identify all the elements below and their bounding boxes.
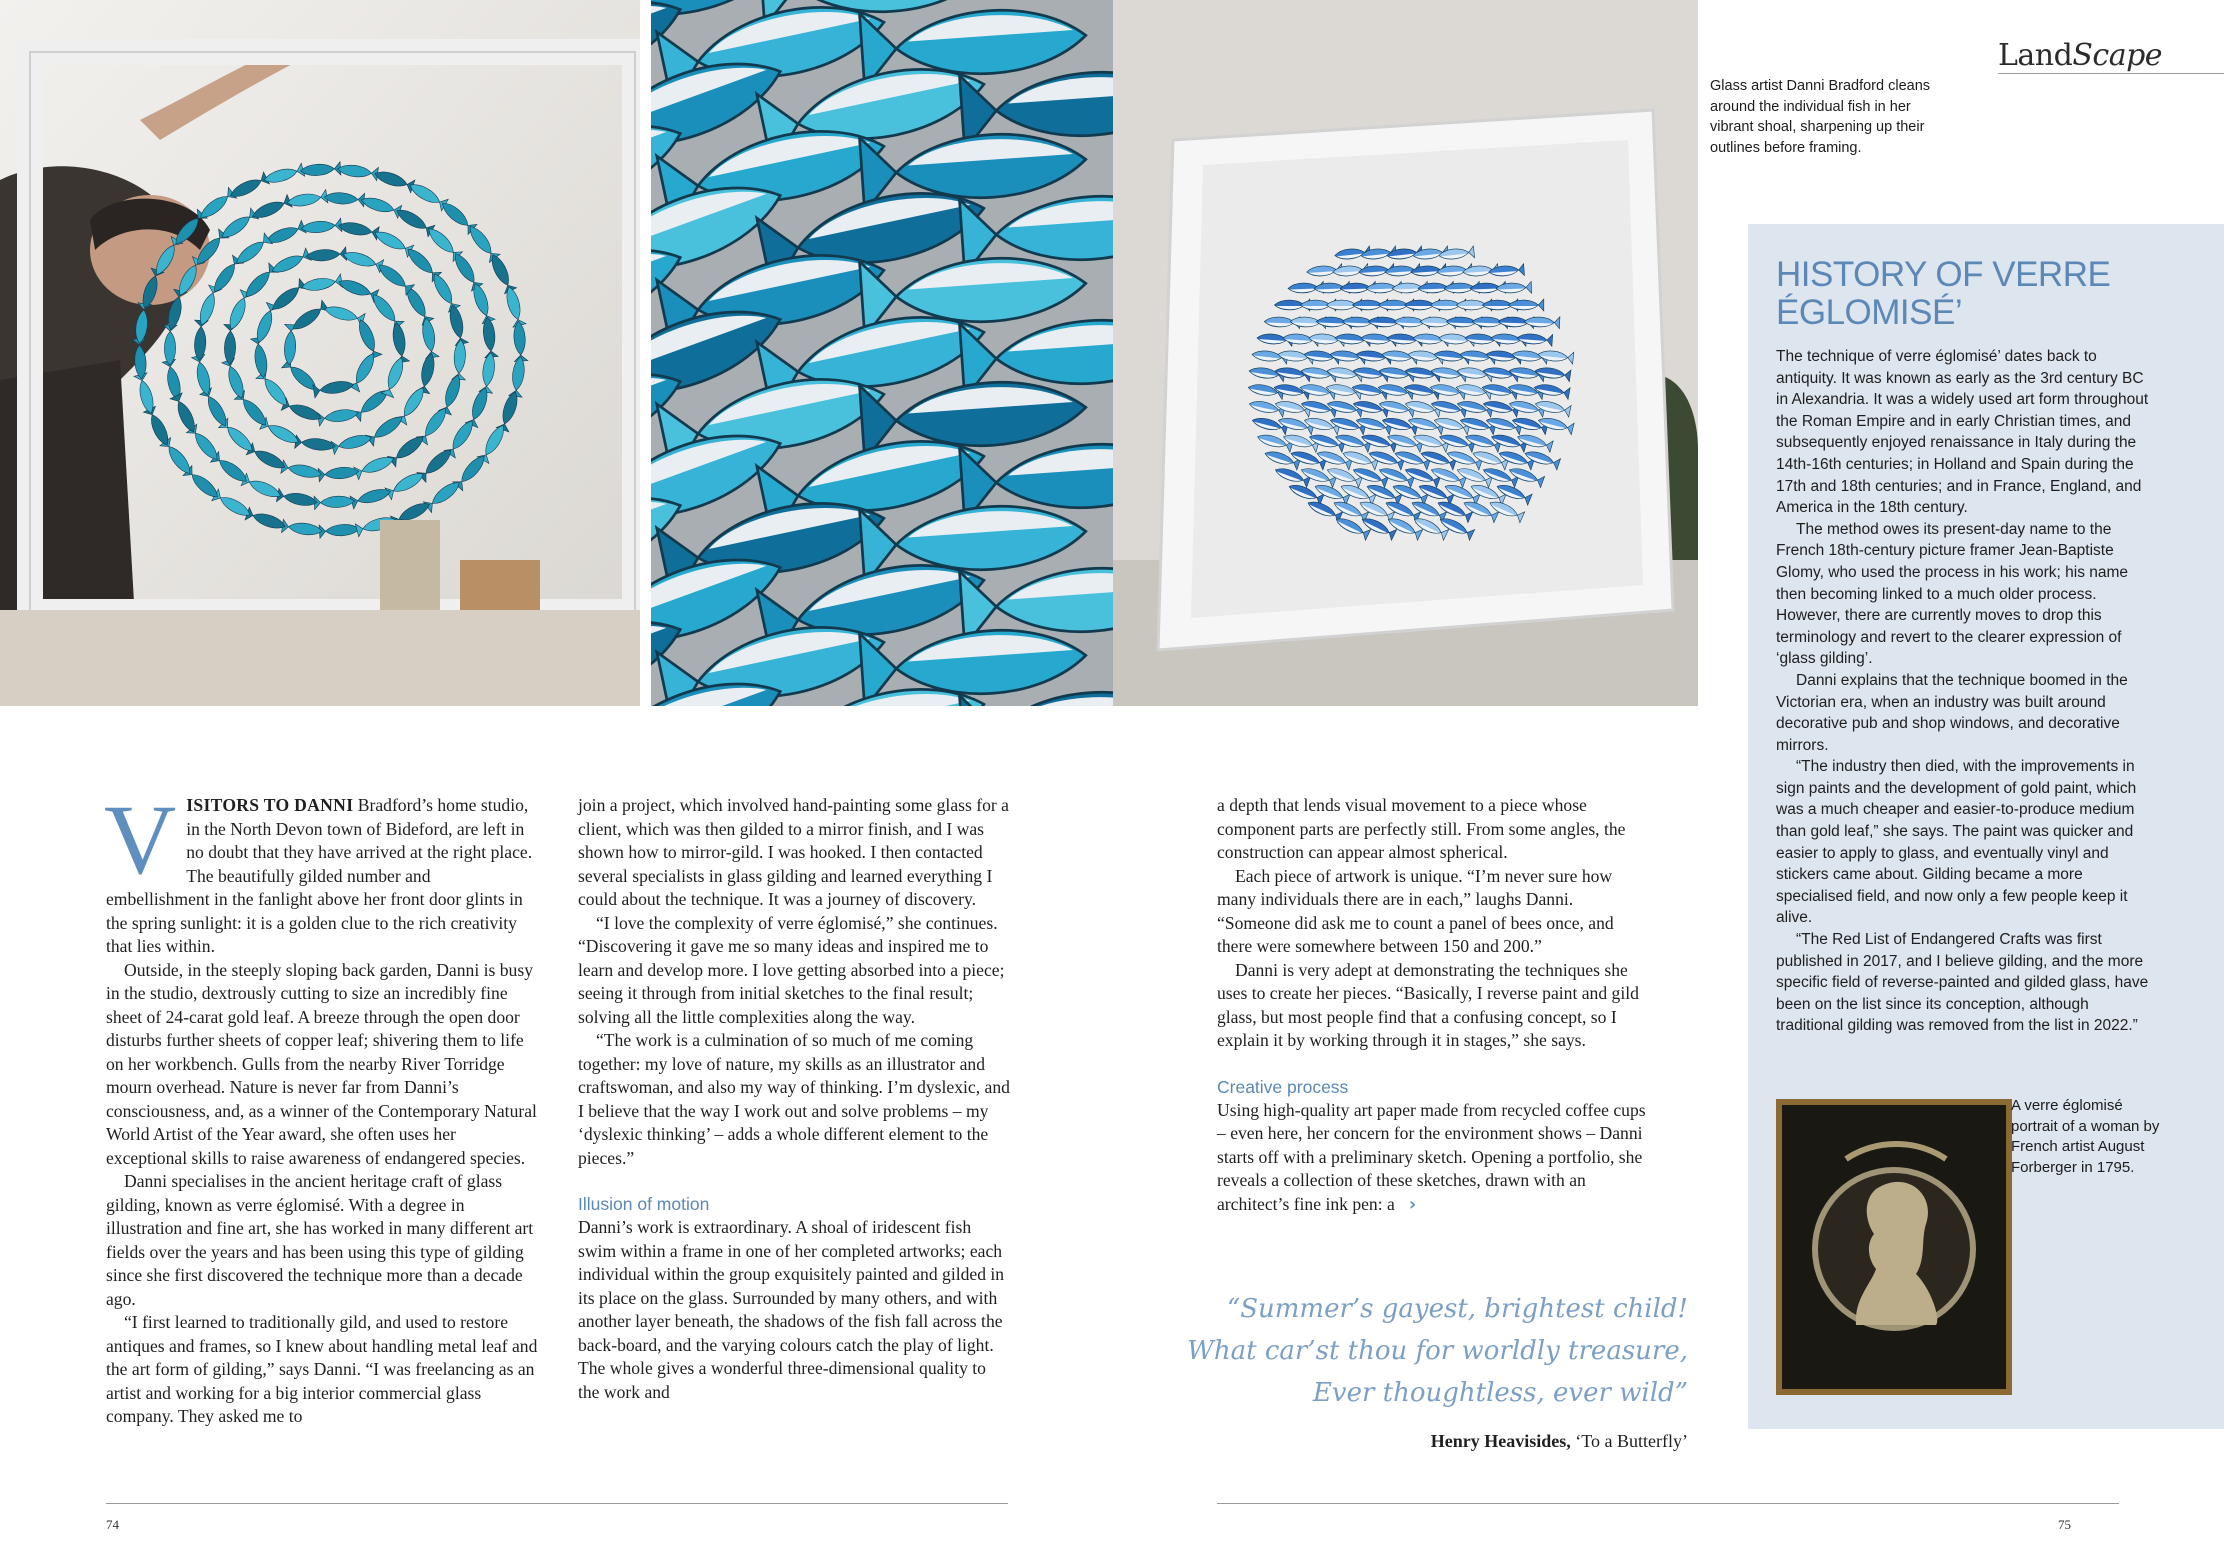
- sidebar-title: HISTORY OF VERRE ÉGLOMISÉ’: [1776, 255, 2111, 332]
- article-column-3: [1217, 794, 1649, 1217]
- body-paragraph: a depth that lends visual movement to a piece whose component parts are perfectly still. From some angles, the construction can appear almost spherical.: [1217, 795, 1626, 862]
- body-paragraph: “The work is a culmination of so much of me coming together: my love of nature, my skills as an illustrator and craftswoman, and also my way of thinking. I’m dyslexic, and I believe that the way I work out and solve problems – my ‘dyslexic thinking’ – adds a whole different element to the pieces.”: [578, 1030, 1010, 1168]
- page-number-left: 74: [106, 1517, 119, 1532]
- body-paragraph: Danni is very adept at demonstrating the techniques she uses to create her pieces. “Basically, I reverse paint and gild glass, but most people find that a confusing concept, so I explain it by working through it in stages,” she says.: [1217, 959, 1639, 1050]
- drop-cap: V: [104, 784, 177, 895]
- quote-credit: [1260, 1431, 1688, 1452]
- subhead-illusion: Illusion of motion: [578, 1194, 710, 1214]
- body-paragraph: Outside, in the steeply sloping back garden, Danni is busy in the studio, dextrously cutting to size an incredibly fine sheet of 24-carat gold leaf. A breeze through the open door disturbs further sheets of copper leaf; shivering them to life on her workbench. Gulls from the nearby River Torridge mourn overhead. Nature is never far from Danni’s consciousness, and, as a winner of the Contemporary Natural World Artist of the Year award, she often uses her exceptional skills to raise awareness of endangered species.: [106, 959, 537, 1168]
- photo-caption: Glass artist Danni Bradford cleans around the individual fish in her vibrant shoal, sharpening up their outlines before framing.: [1710, 78, 1931, 156]
- body-text: Using high-quality art paper made from recycled coffee cups – even here, her concern for the environment shows – Danni starts off with a preliminary sketch. Opening a portfolio, she reveals a collection of these sketches, drawn with an architect’s fine ink pen: a: [1217, 1099, 1646, 1214]
- sidebar-paragraph: The technique of verre églomisé’ dates back to antiquity. It was known as early as the 3rd century BC in Alexandria. It was a widely used art form throughout the Roman Empire and in early Christian times, and subsequently enjoyed renaissance in Italy during the 14th-16th centuries; in Holland and Spain during the 17th and 18th centuries; and in France, England, and America in the 18th century.: [1776, 348, 2149, 517]
- pull-quote-line: What car’st thou for worldly treasure,: [1187, 1336, 1688, 1366]
- lead-text: Bradford’s home studio, in the North Devon town of Bideford, are left in no doubt that they have arrived at the right place. The beautifully gilded number and embellishment in the fanlight above her front door glints in the spring sunlight: it is a golden clue to the rich creativity that lies within.: [106, 795, 533, 956]
- article-column-2: [578, 794, 1010, 1404]
- portrait-photo: [1776, 1099, 2012, 1395]
- framed-photo: [1113, 0, 1698, 706]
- body-paragraph: [1217, 1099, 1649, 1218]
- body-paragraph: Danni specialises in the ancient heritage craft of glass gilding, known as verre églomisé. With a degree in illustration and fine art, she has worked in many different art fields over the years and has been using this type of gilding since she first discovered the technique more than a decade ago.: [106, 1171, 534, 1309]
- footer-rule-right: [1217, 1503, 2119, 1504]
- lead-caps: ISITORS TO DANNI: [186, 795, 354, 815]
- sidebar-body: [1776, 346, 2154, 1037]
- sidebar-paragraph: The method owes its present-day name to the French 18th-century picture framer Jean-Baptiste Glomy, who used the process in his work; his name then becoming linked to a much older process. However, there are currently moves to drop this terminology and revert to the clearer expression of ‘glass gilding’.: [1776, 520, 2129, 668]
- portrait-caption: A verre églomisé portrait of a woman by French artist August Forberger in 1795.: [2011, 1097, 2160, 1176]
- sidebar-paragraph: Danni explains that the technique boomed in the Victorian era, when an industry was built around decorative pub and shop windows, and decorative mirrors.: [1776, 671, 2128, 754]
- masthead-rule: [1998, 73, 2224, 74]
- sidebar-paragraph: “The Red List of Endangered Crafts was first published in 2017, and I believe gilding, and the more specific field of reverse-painted and gilded glass, have been on the list since its conception, although traditional gilding was removed from the list in 2022.”: [1776, 931, 2149, 1035]
- pull-quote: [1160, 1288, 1688, 1414]
- body-paragraph: Each piece of artwork is unique. “I’m never sure how many individuals there are in each,” laughs Danni. “Someone did ask me to count a panel of bees once, and there were somewhere between 150 and 200.”: [1217, 865, 1614, 956]
- closeup-photo: [651, 0, 1113, 706]
- studio-photo: [0, 0, 640, 706]
- body-paragraph: “I first learned to traditionally gild, and used to restore antiques and frames, so I knew about handling metal leaf and the art form of gilding,” says Danni. “I was freelancing as an artist and working for a big interior commercial glass company. They asked me to: [106, 1312, 538, 1426]
- body-paragraph: “I love the complexity of verre églomisé,” she continues. “Discovering it gave me so many ideas and inspired me to learn and develop more. I love getting absorbed into a piece; seeing it through from initial sketches to the final result; solving all the little complexities along the way.: [578, 912, 1005, 1027]
- quote-work: ‘To a Butterfly’: [1570, 1431, 1688, 1451]
- page-number-right: 75: [2058, 1517, 2071, 1532]
- quote-author: Henry Heavisides,: [1430, 1431, 1571, 1451]
- body-paragraph: join a project, which involved hand-painting some glass for a client, which was then gilded to a mirror finish, and I was shown how to mirror-gild. I was hooked. I then contacted several specialists in glass gilding and learned everything I could about the technique. It was a journey of discovery.: [578, 795, 1009, 909]
- lead-paragraph: [104, 784, 538, 959]
- magazine-logo: LandScape: [1998, 38, 2163, 73]
- sidebar-paragraph: “The industry then died, with the improvements in sign paints and the development of gold paint, which was a much cheaper and easier-to-produce medium than gold leaf,” she says. The paint was quicker and easier to apply to glass, and eventually vinyl and stickers came about. Gilding became a more specialised field, and now only a few people keep it alive.: [1776, 758, 2137, 927]
- pull-quote-line: Ever thoughtless, ever wild”: [1312, 1378, 1688, 1408]
- subhead-creative: Creative process: [1217, 1076, 1349, 1097]
- article-column-1: [104, 784, 538, 1429]
- pull-quote-line: “Summer’s gayest, brightest child!: [1226, 1294, 1688, 1324]
- footer-rule-left: [106, 1503, 1008, 1504]
- continue-arrow-icon[interactable]: ›: [1408, 1194, 1417, 1215]
- body-paragraph: Danni’s work is extraordinary. A shoal of iridescent fish swim within a frame in one of her completed artworks; each individual within the group exquisitely painted and gilded in its place on the glass. Surrounded by many others, and with another layer beneath, the shadows of the fish fall across the back-board, and the varying colours catch the play of light. The whole gives a wonderful three-dimensional quality to the work and: [578, 1217, 1005, 1402]
